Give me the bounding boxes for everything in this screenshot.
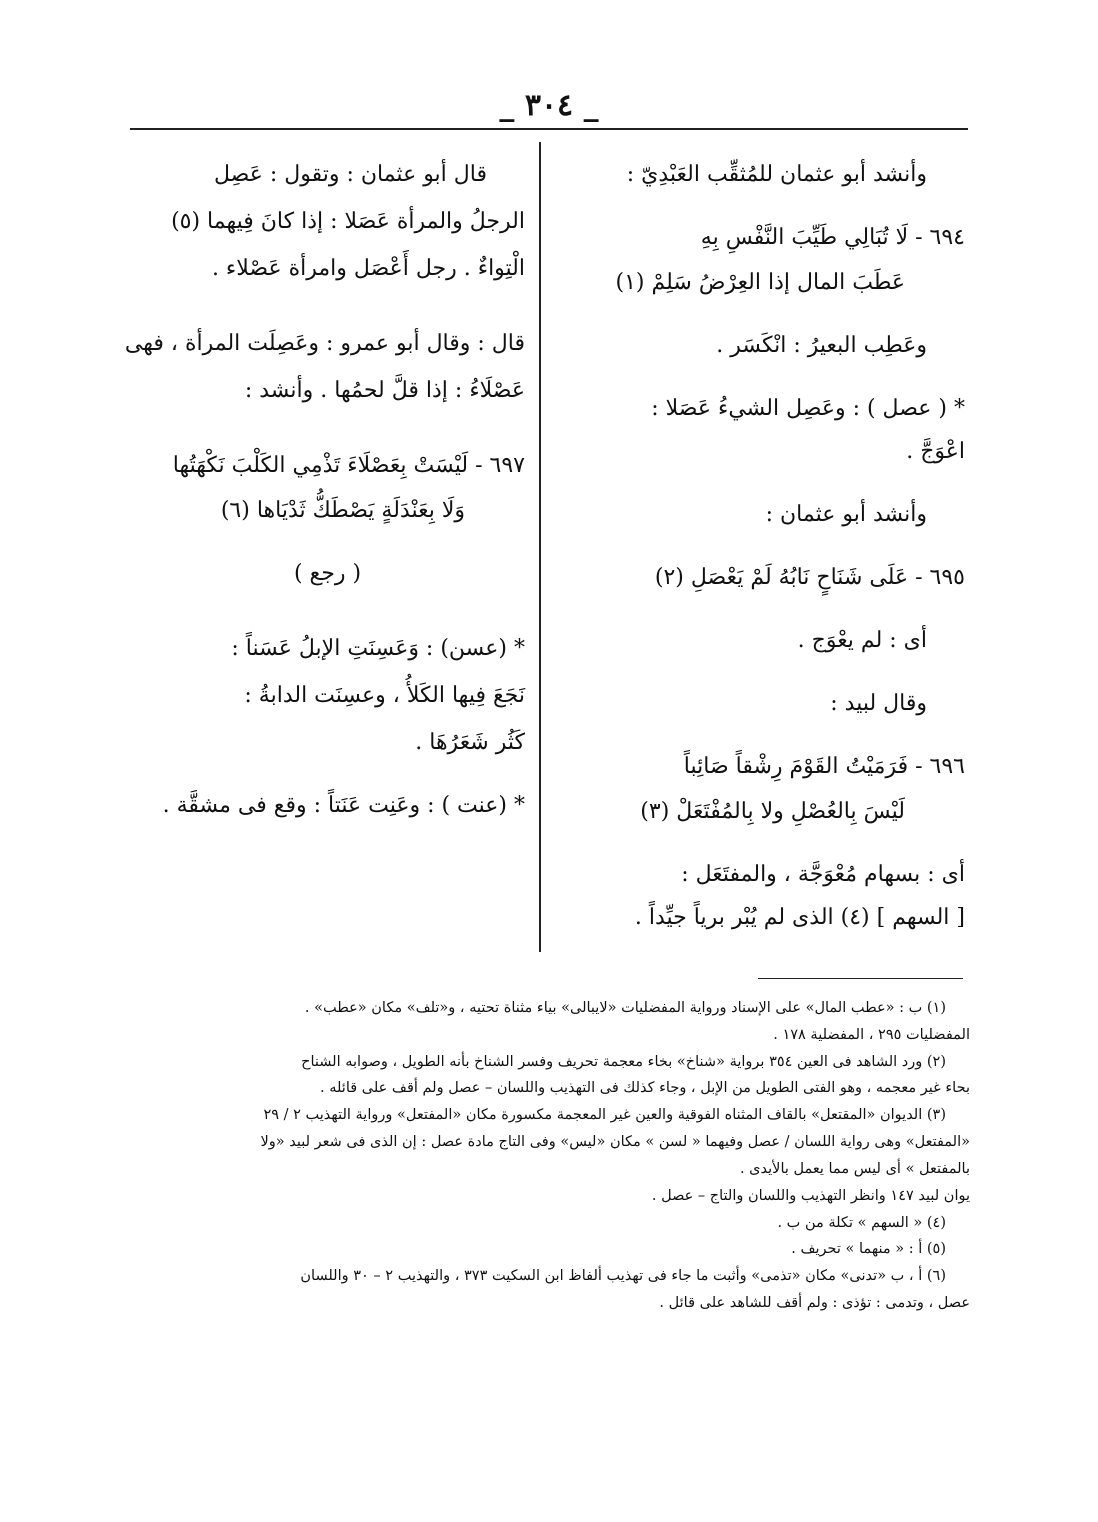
text-line: كَثُر شَعَرُهَا . <box>415 730 525 755</box>
footnotes <box>130 995 970 1317</box>
verse-line: وَلَا بِعَنْدَلَةٍ يَصْطَكُّ ثَدْيَاها (٦) <box>220 498 465 523</box>
verse-line: ٦٩٥ - عَلَى شَنَاحٍ نَابُهُ لَمْ يَعْصَلِ (٢) <box>654 565 965 590</box>
column-divider <box>539 142 541 952</box>
text-line: عَصْلَاءُ : إذا قلَّ لحمُها . وأنشد : <box>244 378 525 403</box>
text-line: الْتِواءٌ . رجل أَعْصَل وامرأة عَصْلاء . <box>211 256 525 281</box>
verse-line: ٦٩٤ - لَا تُبَالِي طَيِّبَ النَّفْسِ بِهِ <box>700 225 965 250</box>
verse-line: عَطَبَ المال إذا العِرْضُ سَلِمْ (١) <box>615 270 905 295</box>
footnote-line: عصل ، وتدمى : تؤذى : ولم أقف للشاهد على قائل . <box>659 1294 970 1311</box>
text-line: وعَطِب البعيرُ : انْكَسَر . <box>716 333 927 358</box>
text-line: قال أبو عثمان : وتقول : عَصِل <box>213 162 487 187</box>
verse-line: لَيْسَ بِالعُصْلِ ولا بِالمُفْتَعَلْ (٣) <box>640 799 905 824</box>
footnote-line: بحاء غير معجمه ، وهو الفتى الطويل من الإبل ، وجاء كذلك فى التهذيب واللسان – عصل ولم أقف على قائله . <box>320 1080 970 1097</box>
footnote-line: «المفتعل» وهى رواية اللسان / عصل وفيهما « لسن » مكان «ليس» وفى التاج مادة عصل : إن الذى فى شعر لبيد «ولا <box>260 1134 970 1151</box>
entry-heading: * (عسن) : وَعَسِنَتِ الإبلُ عَسَناً : <box>231 636 525 661</box>
section-label: ( رجع ) <box>293 561 362 586</box>
footnote-line: يوان لبيد ١٤٧ وانظر التهذيب واللسان والتاج – عصل . <box>651 1187 970 1204</box>
right-column <box>560 158 965 934</box>
verse-line: ٦٩٧ - لَيْسَتْ بِعَصْلَاءَ تَذْمِي الكَلْبَ نَكْهَتُها <box>172 453 525 478</box>
entry-heading: * ( عصل ) : وعَصِل الشيءُ عَصَلا : <box>651 396 965 421</box>
footnote-line: (٣) الديوان «المقتعل» بالقاف المثناه الفوقية والعين غير المعجمة مكسورة مكان «المفتعل» ورواية التهذيب ٢ / ٢٩ <box>263 1107 946 1124</box>
text-line: [ السهم ] (٤) الذى لم يُبْر برياً جيِّداً . <box>634 905 965 930</box>
text-line: اعْوَجَّ . <box>906 439 965 464</box>
footnote-rule <box>758 978 963 979</box>
footnote-line: (٤) « السهم » تكلة من ب . <box>777 1214 946 1231</box>
page-number: _ ٣٠٤ _ <box>499 88 599 123</box>
verse-line: ٦٩٦ - فَرَمَيْتُ القَوْمَ رِشْقاً صَائِباً <box>683 754 965 779</box>
footnote-line: (١) ب : «عطب المال» على الإسناد ورواية المفضليات «لايبالى» بياء مثناة تحتيه ، و«تلف» مكان «عطب» . <box>304 1000 946 1016</box>
text-line: أى : لم يعْوَج . <box>797 628 927 653</box>
text-line: قال : وقال أبو عمرو : وعَصِلَت المرأة ، فهى <box>124 331 525 356</box>
left-column <box>124 158 525 822</box>
footnote-line: (٦) أ ، ب «تدنى» مكان «تذمى» وأثبت ما جاء فى تهذيب ألفاظ ابن السكيت ٣٧٣ ، والتهذيب ٢ – ٣٠ واللسان <box>300 1268 946 1285</box>
header-rule <box>130 128 968 130</box>
footnote-line: (٢) ورد الشاهد فى العين ٣٥٤ برواية «شناخ» بخاء معجمة تحريف وفسر الشناخ بأنه الطويل ، وصوابه الشناح <box>301 1053 946 1070</box>
text-line: وأنشد أبو عثمان : <box>765 502 927 527</box>
text-line: أى : بسهام مُعْوَجَّة ، والمفتَعَل : <box>681 862 965 887</box>
text-line: نَجَعَ فِيها الكَلأُ ، وعسِنَت الدابةُ : <box>244 683 525 708</box>
footnote-line: بالمفتعل » أى ليس مما يعمل بالأيدى . <box>739 1160 970 1177</box>
text-line: وأنشد أبو عثمان للمُثقِّب العَبْدِيّ : <box>626 162 927 187</box>
text-line: وقال لبيد : <box>830 691 927 716</box>
entry-heading: * (عنت ) : وعَنِت عَنَتاً : وقع فى مشقَّة . <box>162 793 525 818</box>
footnote-line: المفضليات ٢٩٥ ، المفضلية ١٧٨ . <box>773 1026 970 1043</box>
footnote-line: (٥) أ : « منهما » تحريف . <box>791 1241 946 1258</box>
text-line: الرجلُ والمرأة عَصَلا : إذا كانَ فِيهما (٥) <box>171 209 525 234</box>
